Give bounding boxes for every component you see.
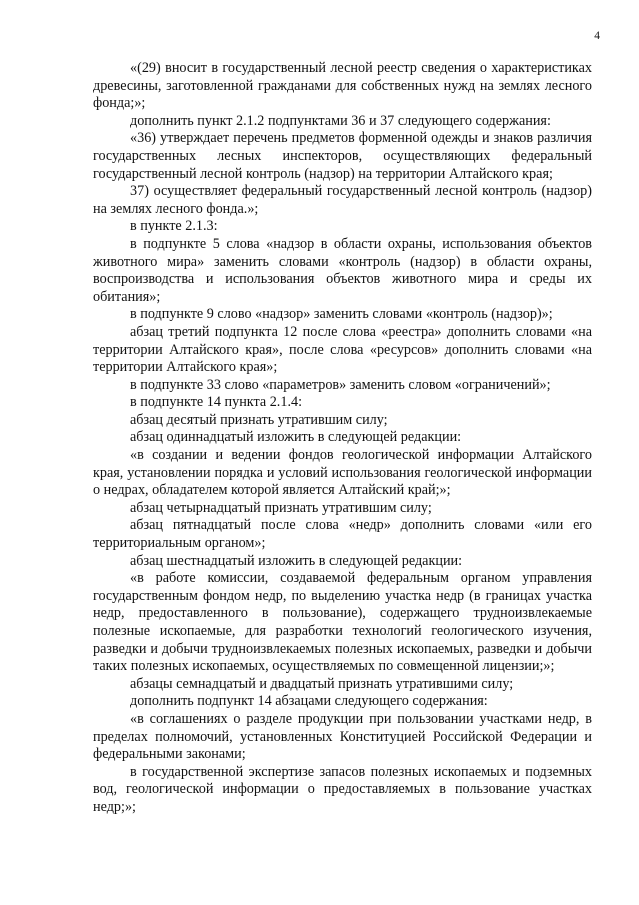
paragraph: абзац третий подпункта 12 после слова «реестра» дополнить словами «на территории Алтайского края», после слова «ресурсов» дополнить словами «на территории Алтайского края»;: [93, 323, 592, 376]
paragraph: «в работе комиссии, создаваемой федеральным органом управления государственным фондом недр, по выделению участка недр (в границах участка недр, предоставленного в пользование), содержащего трудноизвлекаемые полезные ископаемые, для разработки технологий геологического изучения, разведки и добычи трудноизвлекаемых полезных ископаемых, разведки и добычи таких полезных ископаемых, осуществляемых по совмещенной лицензии;»;: [93, 570, 592, 675]
paragraph: «в соглашениях о разделе продукции при пользовании участками недр, в пределах полномочий, установленных Конституцией Российской Федерации и федеральными законами;: [93, 710, 592, 763]
paragraph: в подпункте 14 пункта 2.1.4:: [130, 394, 303, 411]
paragraph: в подпункте 9 слово «надзор» заменить словами «контроль (надзор)»;: [130, 306, 553, 323]
paragraph: абзац шестнадцатый изложить в следующей редакции:: [130, 552, 463, 569]
paragraph: абзацы семнадцатый и двадцатый признать утратившими силу;: [130, 675, 514, 692]
paragraph: в пункте 2.1.3:: [130, 218, 218, 235]
paragraph: в подпункте 33 слово «параметров» заменить словом «ограничений»;: [130, 376, 551, 393]
paragraph: «(29) вносит в государственный лесной реестр сведения о характеристиках древесины, заготовленной гражданами для собственных нужд на землях лесного фонда;»;: [93, 60, 592, 112]
paragraph: в подпункте 5 слова «надзор в области охраны, использования объектов животного мира» заменить словами «контроль (надзор) в области охраны, воспроизводства и использования объектов животного мира и среды их обитания»;: [93, 235, 592, 305]
paragraph: 37) осуществляет федеральный государственный лесной контроль (надзор) на землях лесного фонда.»;: [93, 183, 592, 217]
paragraph: «36) утверждает перечень предметов форменной одежды и знаков различия государственных лесных инспекторов, осуществляющих федеральный государственный лесной контроль (надзор) на территории Алтайского края;: [93, 130, 592, 182]
paragraph: дополнить подпункт 14 абзацами следующего содержания:: [130, 693, 488, 710]
paragraph: «в создании и ведении фондов геологической информации Алтайского края, установлении порядка и условий использования геологической информации о недрах, обладателем которой является Алтайский край;»;: [93, 447, 592, 499]
paragraph: в государственной экспертизе запасов полезных ископаемых и подземных вод, геологической информации о предоставляемых в пользование участках недр;»;: [93, 763, 592, 815]
paragraph: абзац четырнадцатый признать утратившим силу;: [130, 499, 432, 516]
paragraph: абзац десятый признать утратившим силу;: [130, 411, 388, 428]
paragraph: абзац одиннадцатый изложить в следующей редакции:: [130, 429, 462, 446]
page-number: 4: [594, 30, 600, 42]
document-body: [93, 60, 592, 817]
paragraph: дополнить пункт 2.1.2 подпунктами 36 и 37 следующего содержания:: [130, 112, 551, 129]
paragraph: абзац пятнадцатый после слова «недр» дополнить словами «или его территориальным органом»;: [93, 517, 592, 552]
